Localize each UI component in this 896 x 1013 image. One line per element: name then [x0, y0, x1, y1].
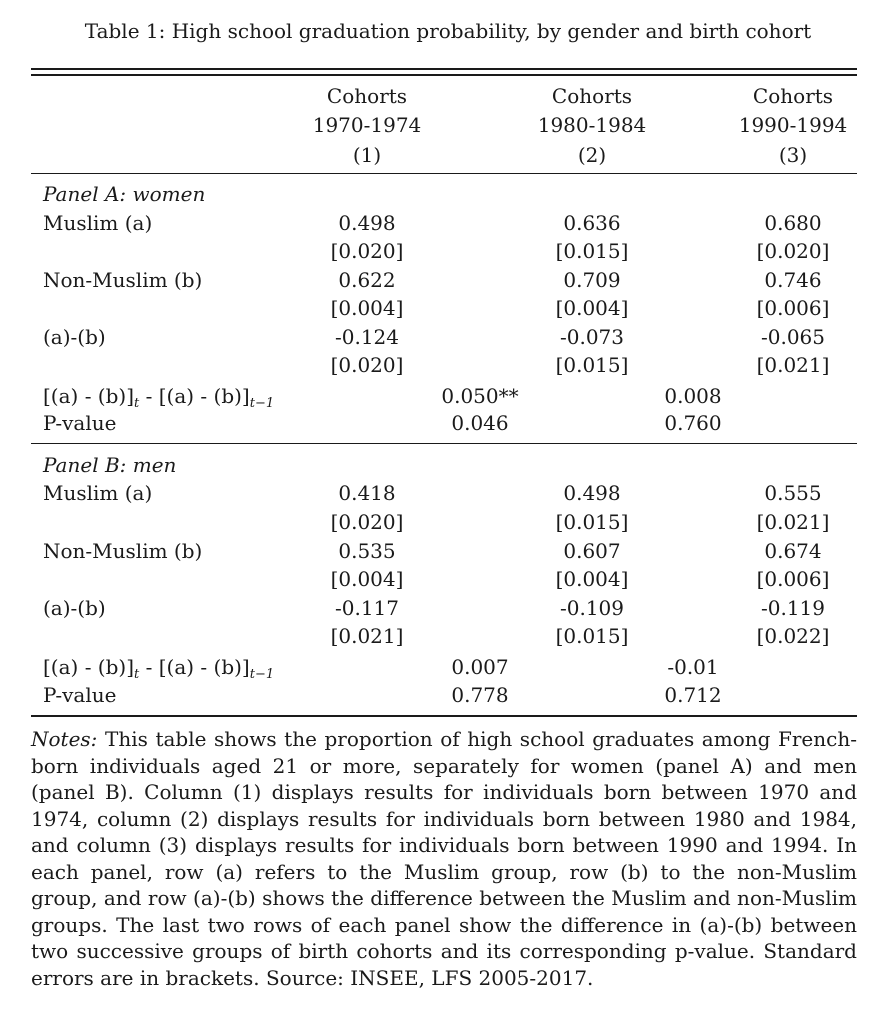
diff-cell: -0.01	[667, 655, 719, 679]
value-cell: 0.498	[563, 481, 621, 505]
se-cell: [0.020]	[330, 239, 404, 263]
row-label: (a)-(b)	[43, 325, 106, 349]
panel-divider	[31, 443, 857, 444]
pvalue-cell: 0.778	[451, 683, 509, 707]
diff-cell: 0.008	[664, 384, 722, 408]
row-label: Muslim (a)	[43, 481, 153, 505]
se-cell: [0.021]	[756, 353, 830, 377]
diff-cell: 0.050**	[441, 384, 519, 408]
value-cell: 0.418	[338, 481, 396, 505]
se-cell: [0.006]	[756, 296, 830, 320]
value-cell: -0.119	[760, 596, 825, 620]
top-rule-inner	[31, 74, 857, 76]
se-cell: [0.021]	[330, 624, 404, 648]
col-2-number: (2)	[577, 143, 607, 167]
se-cell: [0.021]	[756, 510, 830, 534]
pvalue-label: P-value	[43, 683, 117, 707]
notes-label: Notes:	[31, 727, 98, 751]
row-label: Muslim (a)	[43, 211, 153, 235]
value-cell: 0.709	[563, 268, 621, 292]
col-3-number: (3)	[778, 143, 808, 167]
top-rule	[31, 68, 857, 70]
value-cell: 0.636	[563, 211, 621, 235]
pvalue-cell: 0.712	[664, 683, 722, 707]
col-3-title: Cohorts	[752, 84, 834, 108]
panel-title: Panel B: men	[43, 453, 177, 477]
value-cell: -0.124	[334, 325, 399, 349]
header-rule	[31, 173, 857, 174]
value-cell: 0.498	[338, 211, 396, 235]
col-1-number: (1)	[352, 143, 382, 167]
value-cell: 0.674	[764, 539, 822, 563]
se-cell: [0.004]	[330, 296, 404, 320]
se-cell: [0.015]	[555, 510, 629, 534]
pvalue-cell: 0.760	[664, 411, 722, 435]
value-cell: -0.073	[559, 325, 624, 349]
panel-title: Panel A: women	[43, 182, 206, 206]
se-cell: [0.020]	[756, 239, 830, 263]
value-cell: -0.109	[559, 596, 624, 620]
value-cell: 0.622	[338, 268, 396, 292]
value-cell: -0.117	[334, 596, 399, 620]
se-cell: [0.015]	[555, 239, 629, 263]
se-cell: [0.006]	[756, 567, 830, 591]
se-cell: [0.004]	[330, 567, 404, 591]
diff-row-label: $[(a) - (b)]_t - [(a) - (b)]_{t-1}$	[43, 384, 275, 411]
table-notes	[31, 726, 857, 991]
col-1-years: 1970-1974	[312, 113, 422, 137]
value-cell: 0.607	[563, 539, 621, 563]
diff-cell: 0.007	[451, 655, 509, 679]
col-2-years: 1980-1984	[537, 113, 647, 137]
se-cell: [0.022]	[756, 624, 830, 648]
value-cell: 0.535	[338, 539, 396, 563]
col-1-title: Cohorts	[326, 84, 408, 108]
col-3-years: 1990-1994	[738, 113, 848, 137]
value-cell: -0.065	[760, 325, 825, 349]
se-cell: [0.015]	[555, 624, 629, 648]
se-cell: [0.004]	[555, 296, 629, 320]
se-cell: [0.015]	[555, 353, 629, 377]
pvalue-cell: 0.046	[451, 411, 509, 435]
row-label: (a)-(b)	[43, 596, 106, 620]
pvalue-label: P-value	[43, 411, 117, 435]
value-cell: 0.680	[764, 211, 822, 235]
row-label: Non-Muslim (b)	[43, 268, 203, 292]
notes-text: This table shows the proportion of high school graduates among French-born individuals aged 21 or more, separately for women (panel A) and men (panel B). Column (1) displays results for individuals born between 1970 and 1974, column (2) displays results for individuals born between 1980 and 1984, and column (3) displays results for individuals born between 1990 and 1994. In each panel, row (a) refers to the Muslim group, row (b) to the non-Muslim group, and row (a)-(b) shows the difference between the Muslim and non-Muslim groups. The last two rows of each panel show the difference in (a)-(b) between two successive groups of birth cohorts and its corresponding p-value. Standard errors are in brackets. Source: INSEE, LFS 2005-2017.	[31, 727, 857, 990]
bottom-rule	[31, 715, 857, 717]
se-cell: [0.004]	[555, 567, 629, 591]
value-cell: 0.555	[764, 481, 822, 505]
se-cell: [0.020]	[330, 353, 404, 377]
se-cell: [0.020]	[330, 510, 404, 534]
table-caption: Table 1: High school graduation probability, by gender and birth cohort	[84, 19, 812, 43]
diff-row-label: $[(a) - (b)]_t - [(a) - (b)]_{t-1}$	[43, 655, 275, 682]
row-label: Non-Muslim (b)	[43, 539, 203, 563]
col-2-title: Cohorts	[551, 84, 633, 108]
value-cell: 0.746	[764, 268, 822, 292]
